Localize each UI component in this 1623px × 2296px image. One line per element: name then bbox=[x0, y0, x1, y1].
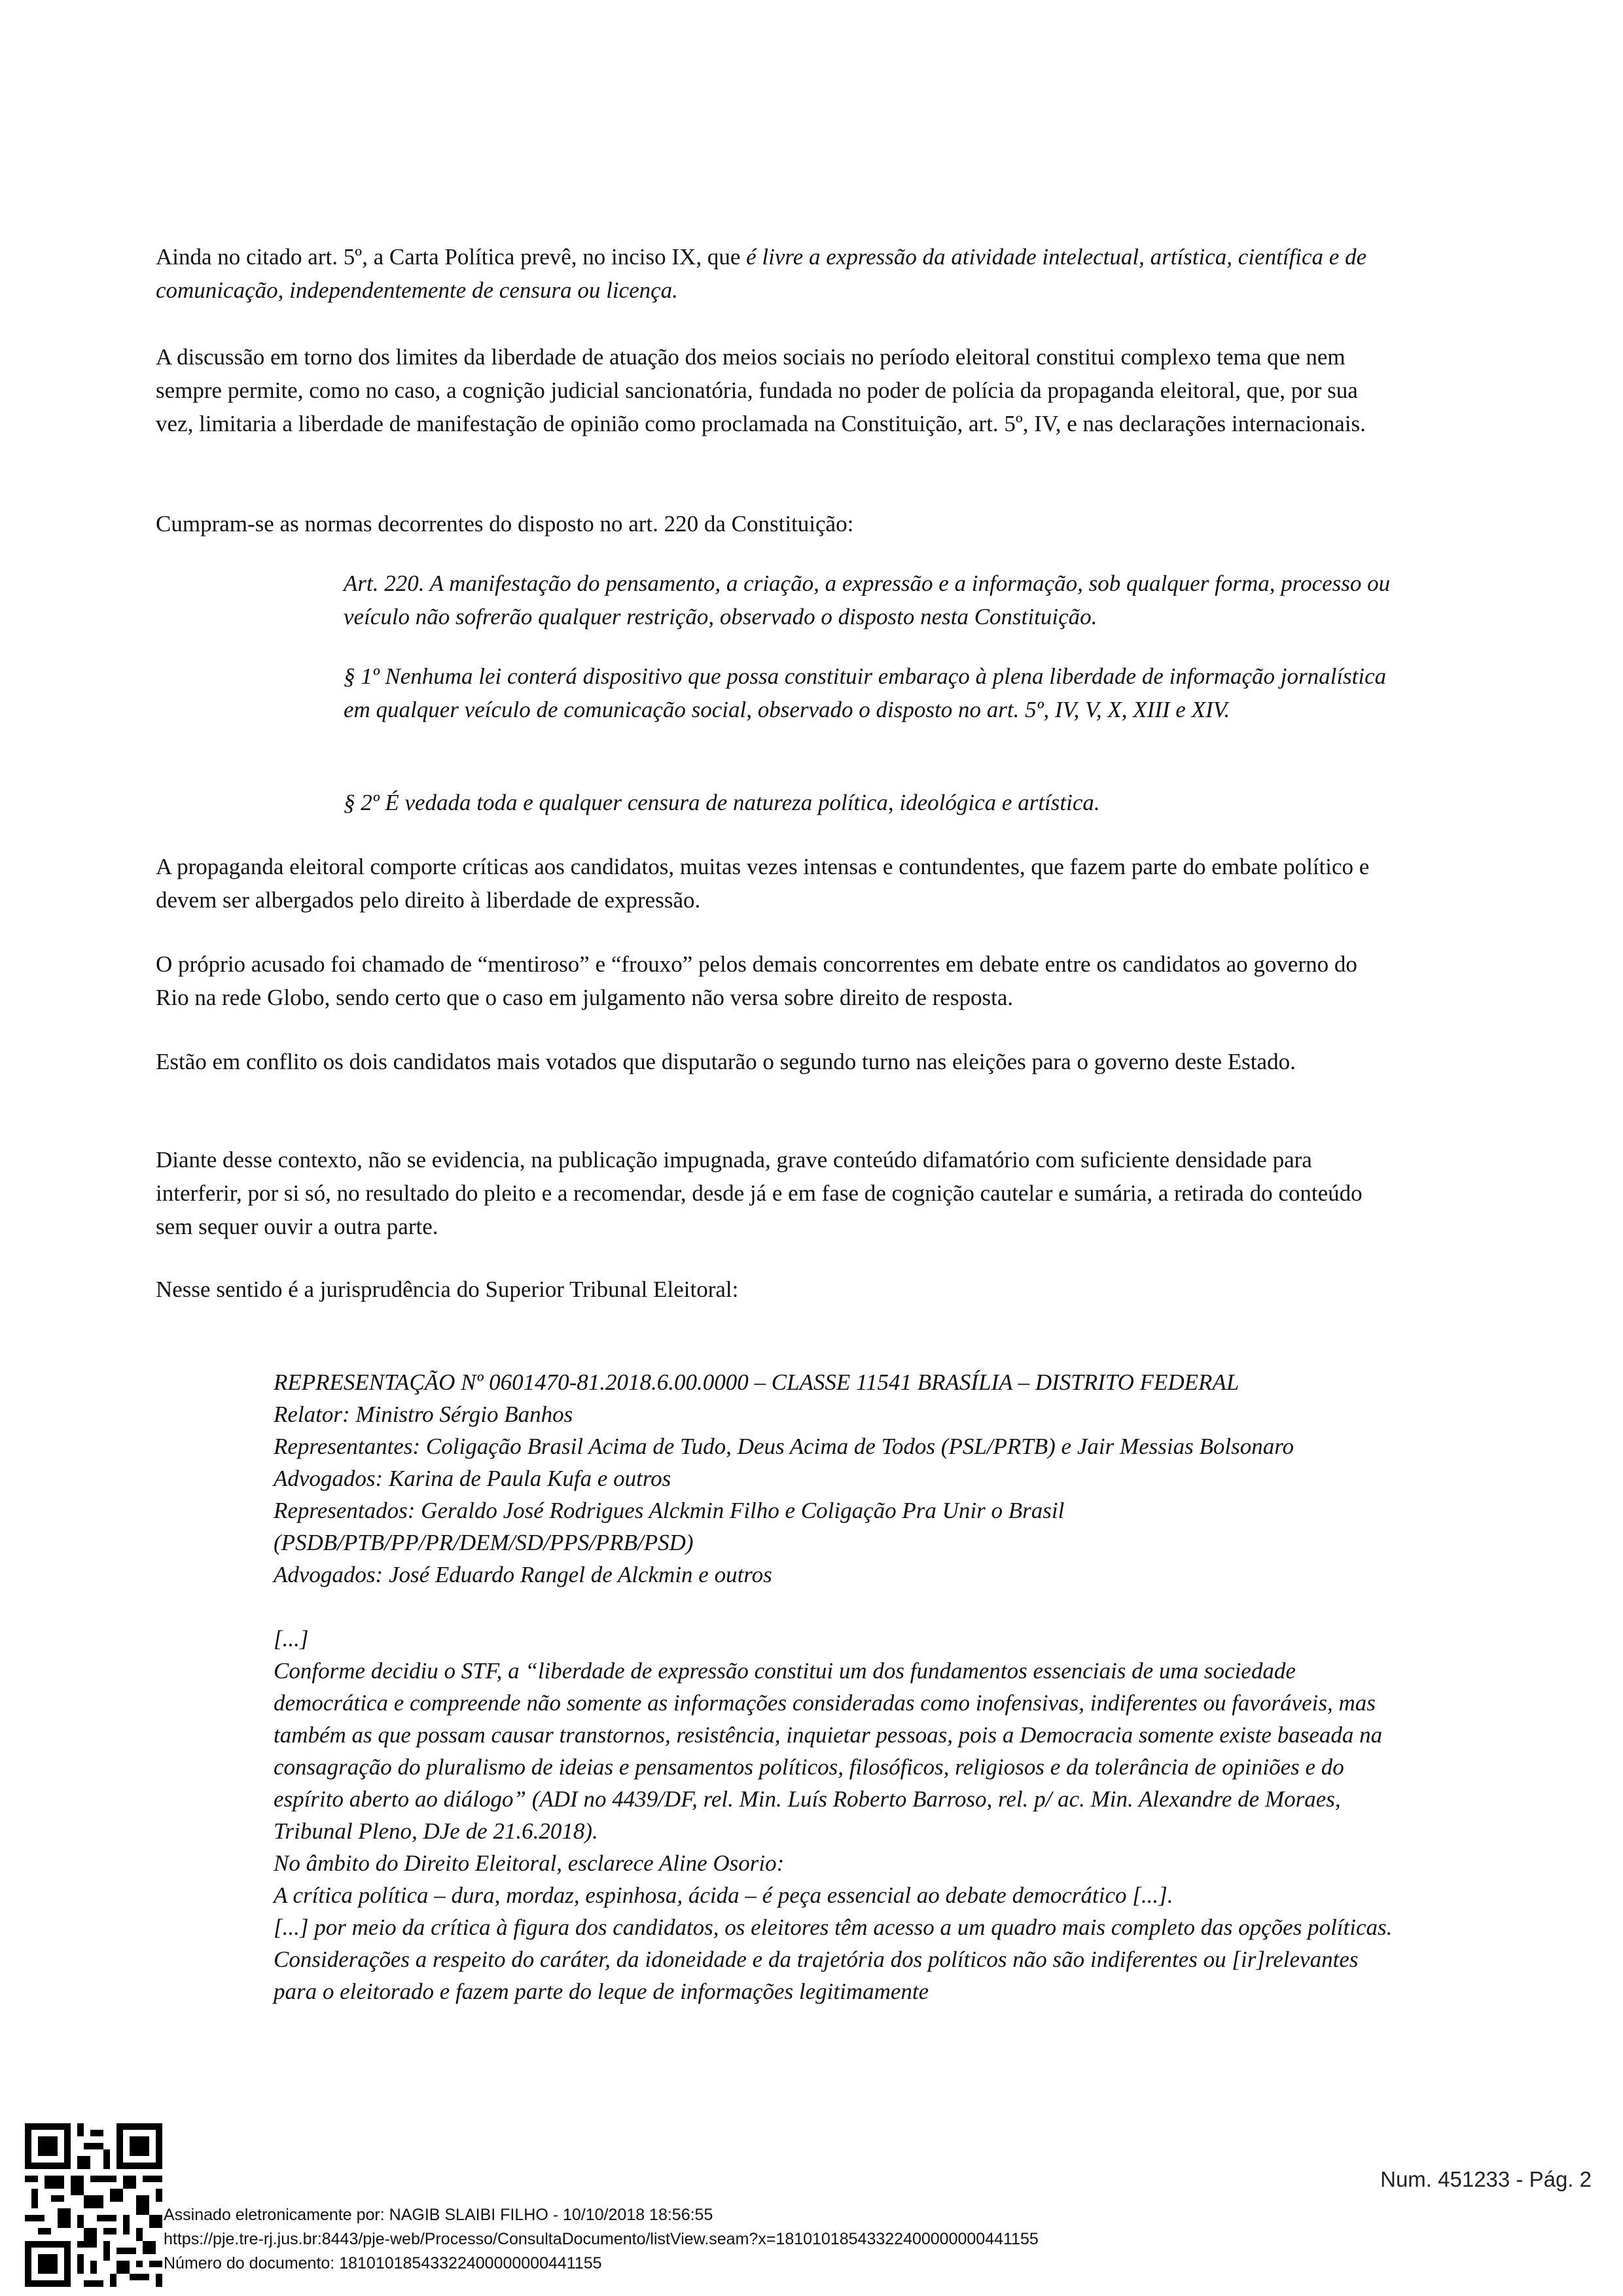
citation-ellipsis: [...] bbox=[274, 1626, 309, 1651]
citation-advogados: Advogados: José Eduardo Rangel de Alckmin e outros bbox=[274, 1562, 772, 1587]
citation-relator: Relator: Ministro Sérgio Banhos bbox=[274, 1402, 573, 1427]
citation-block bbox=[274, 1366, 1393, 2007]
paragraph-inciso-ix bbox=[156, 240, 1386, 307]
citation-header: REPRESENTAÇÃO Nº 0601470-81.2018.6.00.0000 – CLASSE 11541 BRASÍLIA – DISTRITO FEDERAL bbox=[274, 1369, 1240, 1395]
paragraph-discussao: A discussão em torno dos limites da liberdade de atuação dos meios sociais no período eleitoral constitui complexo tema que nem sempre permite, como no caso, a cognição judicial sancionatória, fundada no poder de polícia da propaganda eleitoral, que, por sua vez, limitaria a liberdade de manifestação de opinião como proclamada na Constituição, art. 5º, IV, e nas declarações internacionais. bbox=[156, 344, 1366, 436]
paragraph-conflito: Estão em conflito os dois candidatos mais votados que disputarão o segundo turno nas eleições para o governo deste Estado. bbox=[156, 1049, 1296, 1074]
quote-paragraph-1: § 1º Nenhuma lei conterá dispositivo que possa constituir embaraço à plena liberdade de informação jornalística em qualquer veículo de comunicação social, observado o disposto no art. 5º, IV, V, X, XIII e XIV. bbox=[344, 663, 1387, 722]
paragraph-propaganda: A propaganda eleitoral comporte críticas aos candidatos, muitas vezes intensas e contundentes, que fazem parte do embate político e devem ser albergados pelo direito à liberdade de expressão. bbox=[156, 854, 1370, 913]
paragraph-cumpram-se: Cumpram-se as normas decorrentes do disposto no art. 220 da Constituição: bbox=[156, 511, 854, 537]
footer-document-number: Número do documento: 18101018543322400000000441155 bbox=[164, 2254, 602, 2272]
citation-body: Conforme decidiu o STF, a “liberdade de expressão constitui um dos fundamentos essenciais de uma sociedade democrática e compreende não somente as informações consideradas como inofensivas, indiferentes ou favoráveis, mas também as que possam causar transtornos, resistência, inquietar pessoas, pois a Democracia somente existe baseada na consagração do pluralismo de ideias e pensamentos políticos, filosóficos, religiosos e da tolerância de opiniões e do espírito aberto ao diálogo” (ADI no 4439/DF, rel. Min. Luís Roberto Barroso, rel. p/ ac. Min. Alexandre de Moraes, Tribunal Pleno, DJe de 21.6.2018). bbox=[274, 1658, 1383, 1844]
paragraph-acusado: O próprio acusado foi chamado de “mentiroso” e “frouxo” pelos demais concorrentes em debate entre os candidatos ao governo do Rio na rede Globo, sendo certo que o caso em julgamento não versa sobre direito de resposta. bbox=[156, 951, 1357, 1010]
paragraph-contexto: Diante desse contexto, não se evidencia, na publicação impugnada, grave conteúdo difamatório com suficiente densidade para interferir, por si só, no resultado do pleito e a recomendar, desde já e em fase de cognição cautelar e sumária, a retirada do conteúdo sem sequer ouvir a outra parte. bbox=[156, 1147, 1363, 1239]
citation-body: [...] por meio da crítica à figura dos candidatos, os eleitores têm acesso a um quadro mais completo das opções políticas. Considerações a respeito do caráter, da idoneidade e da trajetória dos políticos não são indiferentes ou [ir]relevantes para o eleitorado e fazem parte do leque de informações legitimamente bbox=[274, 1915, 1393, 2004]
citation-body: No âmbito do Direito Eleitoral, esclarece Aline Osorio: bbox=[274, 1850, 785, 1876]
page-reference: Num. 451233 - Pág. 2 bbox=[1380, 2167, 1592, 2191]
footer-url[interactable]: https://pje.tre-rj.jus.br:8443/pje-web/Processo/ConsultaDocumento/listView.seam?x=18101018543322400000000441155 bbox=[164, 2230, 1039, 2248]
citation-representados: Representados: Geraldo José Rodrigues Alckmin Filho e Coligação Pra Unir o Brasil (PSDB/PTB/PP/PR/DEM/SD/PPS/PRB/PSD) bbox=[274, 1498, 1065, 1555]
citation-representantes: Representantes: Coligação Brasil Acima de Tudo, Deus Acima de Todos (PSL/PRTB) e Jair Messias Bolsonaro bbox=[274, 1434, 1294, 1459]
quoted-text: é livre a expressão da atividade intelectual, artística, científica e de comunicação, independentemente de censura ou licença. bbox=[156, 244, 1367, 303]
quote-art-220: Art. 220. A manifestação do pensamento, a criação, a expressão e a informação, sob qualquer forma, processo ou veículo não sofrerão qualquer restrição, observado o disposto nesta Constituição. bbox=[344, 571, 1391, 629]
quote-paragraph-2: § 2º É vedada toda e qualquer censura de natureza política, ideológica e artística. bbox=[344, 790, 1100, 815]
citation-advogados: Advogados: Karina de Paula Kufa e outros bbox=[274, 1466, 671, 1491]
footer-signature: Assinado eletronicamente por: NAGIB SLAIBI FILHO - 10/10/2018 18:56:55 bbox=[164, 2206, 713, 2224]
paragraph-jurisprudencia: Nesse sentido é a jurisprudência do Superior Tribunal Eleitoral: bbox=[156, 1277, 739, 1302]
citation-body: A crítica política – dura, mordaz, espinhosa, ácida – é peça essencial ao debate democrático [...]. bbox=[274, 1882, 1173, 1908]
paragraph-text: Ainda no citado art. 5º, a Carta Política prevê, no inciso IX, que bbox=[156, 244, 747, 270]
qr-code bbox=[25, 2123, 162, 2287]
spacer bbox=[274, 1591, 1393, 1623]
